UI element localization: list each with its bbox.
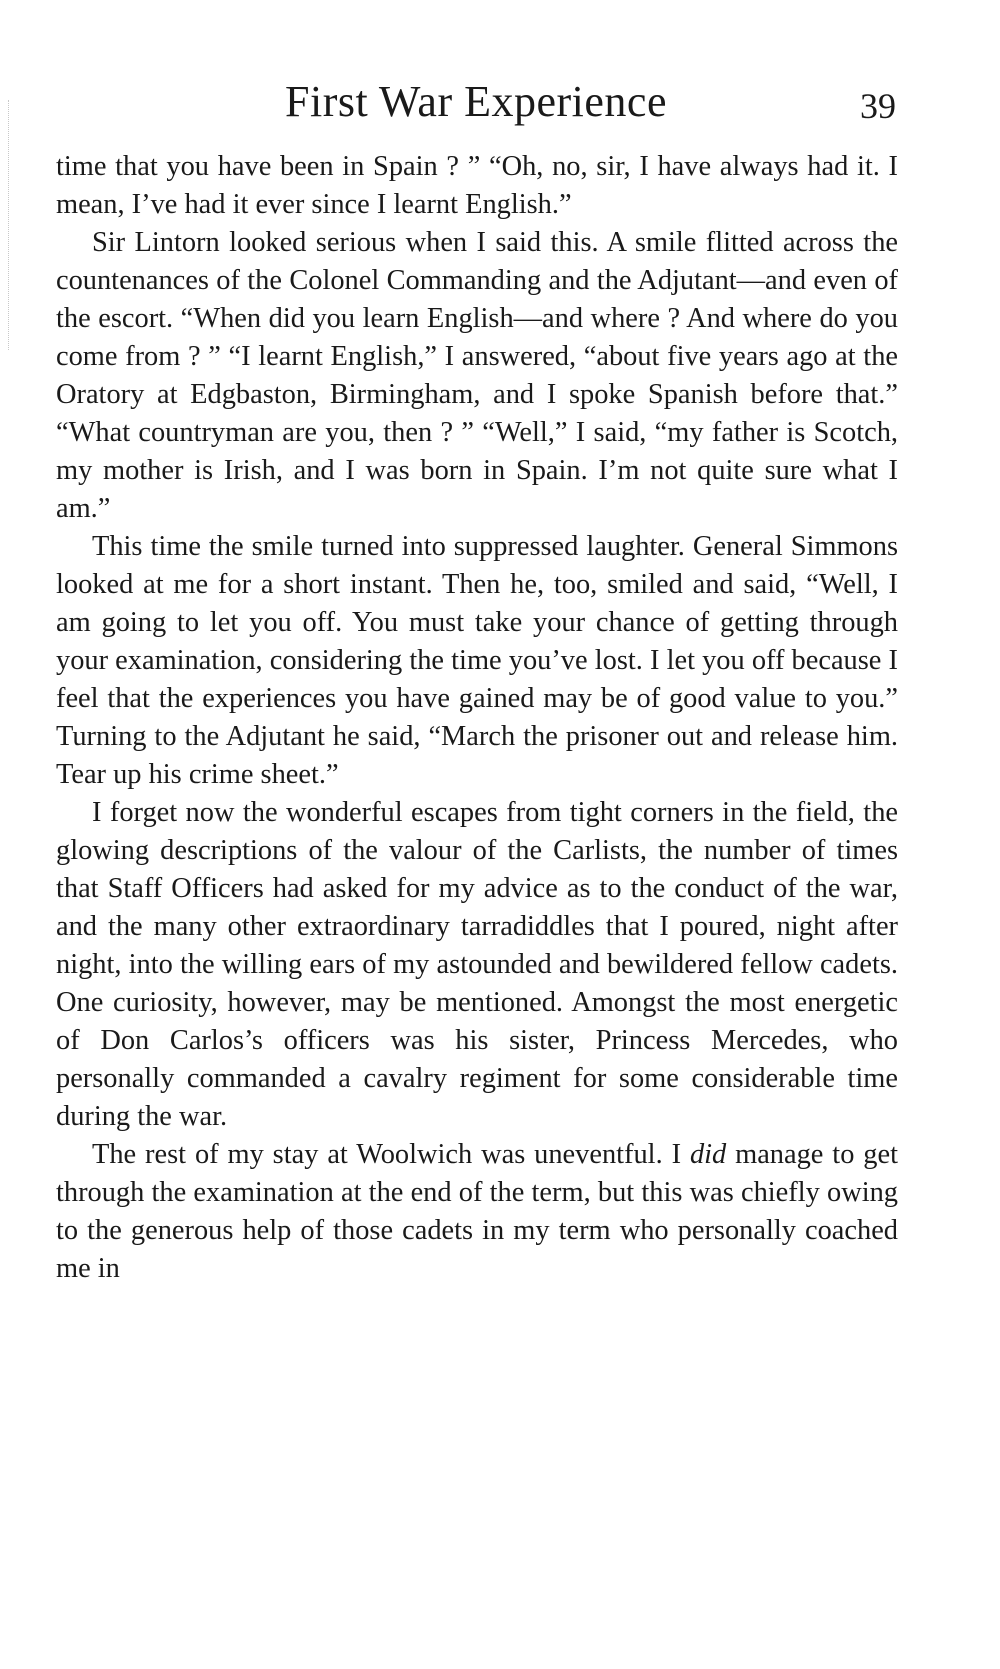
paragraph-continuation: time that you have been in Spain ? ” “Oh, no, sir, I have always had it. I mean, I’ve had it ever since I learnt English.”	[56, 151, 898, 220]
body-text	[56, 148, 898, 1288]
gutter-marks	[8, 100, 13, 350]
paragraph: Sir Lintorn looked serious when I said this. A smile flitted across the countenances of the Colonel Commanding and the Adjutant—and even of the escort. “When did you learn English—and where ? And where do you come from ? ” “I learnt English,” I answered, “about five years ago at the Oratory at Edgbaston, Birmingham, and I spoke Spanish before that.” “What countryman are you, then ? ” “Well,” I said, “my father is Scotch, my mother is Irish, and I was born in Spain. I’m not quite sure what I am.”	[56, 227, 898, 524]
paragraph-text: manage to get through the examination at the end of the term, but this was chiefly owing to the generous help of those cadets in my term who personally coached me in	[56, 1139, 898, 1284]
page-header	[56, 72, 896, 132]
paragraph-text: The rest of my stay at Woolwich was uneventful. I	[92, 1139, 690, 1170]
emphasis-word: did	[689, 1139, 727, 1170]
running-title: First War Experience	[285, 77, 667, 126]
paragraph: I forget now the wonderful escapes from tight corners in the field, the glowing descriptions of the valour of the Carlists, the number of times that Staff Officers had asked for my advice as to the conduct of the war, and the many other extraordinary tarradiddles that I poured, night after night, into the willing ears of my astounded and bewildered fellow cadets. One curiosity, however, may be mentioned. Amongst the most energetic of Don Carlos’s officers was his sister, Princess Mercedes, who personally commanded a cavalry regiment for some considerable time during the war.	[56, 797, 898, 1132]
paragraph: This time the smile turned into suppressed laughter. General Simmons looked at me for a short instant. Then he, too, smiled and said, “Well, I am going to let you off. You must take your chance of getting through your examination, considering the time you’ve lost. I let you off because I feel that the experiences you have gained may be of good value to you.” Turning to the Adjutant he said, “March the prisoner out and release him. Tear up his crime sheet.”	[56, 531, 898, 790]
page-number: 39	[860, 86, 896, 126]
paragraph	[56, 1136, 898, 1288]
